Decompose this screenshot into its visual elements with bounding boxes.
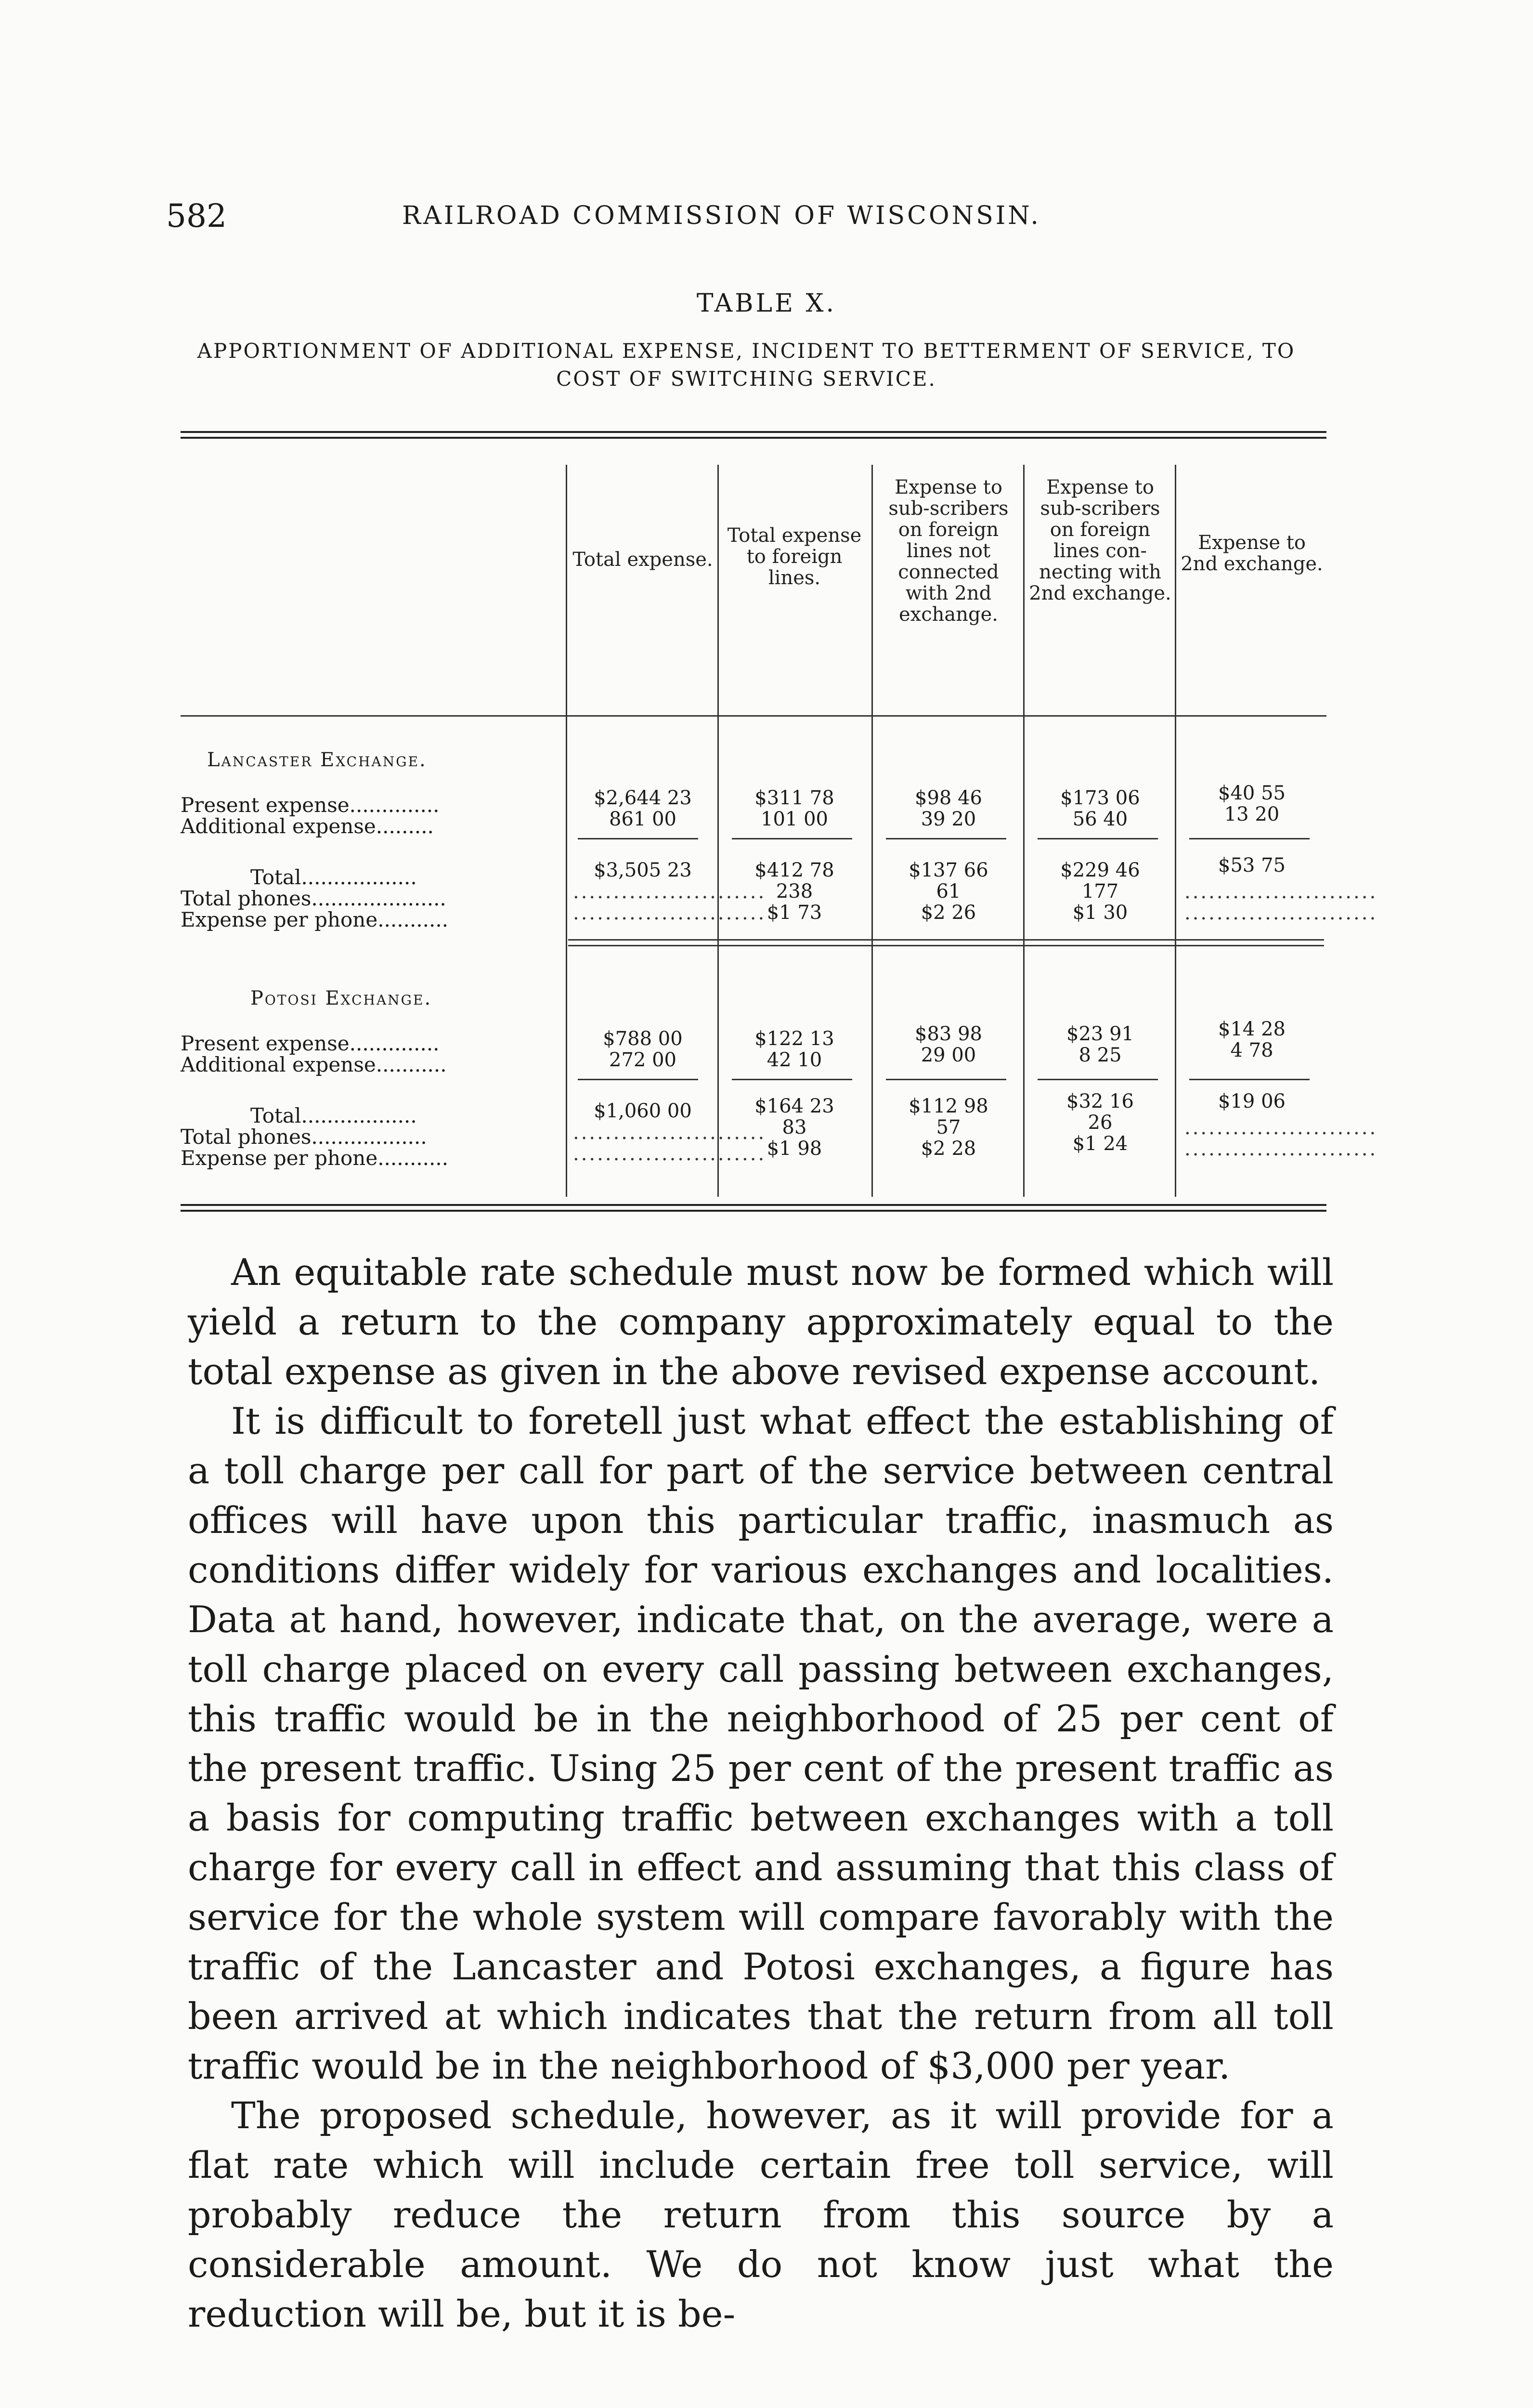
table-cell: $3,505 23 <box>594 859 692 881</box>
table-cell: 272 00 <box>609 1049 676 1071</box>
row-label: Total.................. <box>250 865 417 889</box>
paragraph: The proposed schedule, however, as it will provide for a flat rate which will include certain free toll service, will probably reduce the return from this source by a considerable amount. We do not know just what the reduction will be, but it is be- <box>188 2094 1334 2335</box>
table-cell: 56 40 <box>1072 808 1128 830</box>
table-cell: $788 00 <box>603 1028 683 1050</box>
table-cell: $32 16 <box>1066 1090 1134 1112</box>
table-cell: $137 66 <box>909 859 988 881</box>
empty-cell-dots: ........................ <box>573 1143 766 1165</box>
table-cell: $98 46 <box>915 787 982 809</box>
table-cell: $164 23 <box>754 1095 834 1117</box>
table-cell: 177 <box>1081 880 1119 903</box>
page-number: 582 <box>166 197 227 235</box>
table-cell: 861 00 <box>609 808 676 830</box>
table-cell: $122 13 <box>754 1028 834 1050</box>
header-separator <box>181 715 1326 717</box>
table-cell: 57 <box>936 1116 961 1139</box>
table-cell: $112 98 <box>909 1095 988 1117</box>
table-cell: $40 55 <box>1218 782 1286 804</box>
section-rule <box>568 939 1324 941</box>
column-divider <box>717 465 719 1197</box>
empty-cell-dots: ........................ <box>573 881 766 903</box>
table-top-rule-2 <box>181 437 1326 439</box>
sum-rule <box>1189 1079 1310 1080</box>
table-cell: $1 98 <box>766 1138 822 1160</box>
table-cell: 83 <box>782 1116 807 1139</box>
table-cell: $412 78 <box>754 859 834 881</box>
table-cell: $229 46 <box>1060 859 1140 881</box>
running-head-title: RAILROAD COMMISSION OF WISCONSIN. <box>402 201 1041 230</box>
table-cell: 26 <box>1088 1112 1113 1134</box>
table-cell: $1 24 <box>1072 1133 1128 1155</box>
table-cell: 61 <box>936 880 961 903</box>
sum-rule <box>578 1079 698 1080</box>
table-cell: 13 20 <box>1224 803 1280 825</box>
table-cell: $53 75 <box>1218 854 1286 877</box>
table-cell: $1,060 00 <box>594 1100 692 1122</box>
paragraph: It is difficult to foretell just what effect the establishing of a toll charge per call for part of the service between central offices will have upon this particular traffic, inasmuch as conditions differ widely for various exchanges and localities. Data at hand, however, indicate that, on the average, were a toll charge placed on every call passing between exchanges, this traffic would be in the neighborhood of 25 per cent of the present traffic. Using 25 per cent of the present traffic as a basis for computing traffic between exchanges with a toll charge for every call in effect and assuming that this class of service for the whole system will compare favorably with the traffic of the Lancaster and Potosi exchanges, a figure has been arrived at which indicates that the return from all toll traffic would be in the neighborhood of $3,000 per year. <box>188 1400 1334 2087</box>
table-cell: 238 <box>776 880 813 903</box>
empty-cell-dots: ........................ <box>1184 881 1378 903</box>
column-divider <box>566 465 567 1197</box>
row-label: Present expense.............. <box>181 793 440 817</box>
table-cell: $14 28 <box>1218 1018 1286 1040</box>
table-cell: $83 98 <box>915 1023 982 1045</box>
row-label: Total.................. <box>250 1104 417 1127</box>
column-divider <box>871 465 873 1197</box>
table-cell: $2 28 <box>921 1138 976 1160</box>
sum-rule <box>886 838 1006 839</box>
empty-cell-dots: ........................ <box>573 902 766 924</box>
sum-rule <box>1038 1079 1158 1080</box>
row-label: Additional expense........... <box>181 1053 447 1076</box>
sum-rule <box>1038 838 1158 839</box>
table-cell: 29 00 <box>921 1044 976 1066</box>
section-title-lancaster: Lancaster Exchange. <box>207 749 427 771</box>
sum-rule <box>1189 838 1310 839</box>
column-divider <box>1175 465 1176 1197</box>
column-header-connecting: Expense to sub-scribers on foreign lines con-necting with 2nd exchange. <box>1029 476 1171 604</box>
column-header-second-exchange: Expense to 2nd exchange. <box>1181 532 1323 575</box>
table-bottom-rule-2 <box>181 1210 1326 1212</box>
table-cell: $19 06 <box>1218 1090 1286 1112</box>
running-header <box>166 197 1341 241</box>
section-rule <box>568 945 1324 946</box>
table-caption: APPORTIONMENT OF ADDITIONAL EXPENSE, INCIDENT TO BETTERMENT OF SERVICE, TO COST OF SWITCHING SERVICE. <box>197 339 1296 391</box>
table-cell: 4 78 <box>1230 1039 1273 1061</box>
column-header-not-connected: Expense to sub-scribers on foreign lines not connected with 2nd exchange. <box>888 476 1009 626</box>
table-cell: $1 30 <box>1072 902 1128 924</box>
row-label: Expense per phone........... <box>181 908 449 931</box>
empty-cell-dots: ........................ <box>1184 1117 1378 1139</box>
body-text <box>188 1247 1334 2339</box>
table-cell: 42 10 <box>766 1049 822 1071</box>
table-cell: $1 73 <box>766 902 822 924</box>
row-label: Expense per phone........... <box>181 1146 449 1170</box>
table-cell: $2 26 <box>921 902 976 924</box>
row-label: Present expense.............. <box>181 1032 440 1055</box>
table-cell: 8 25 <box>1078 1044 1122 1066</box>
empty-cell-dots: ........................ <box>1184 902 1378 924</box>
column-header-total-expense: Total expense. <box>572 549 713 571</box>
empty-cell-dots: ........................ <box>573 1122 766 1144</box>
table-bottom-rule <box>181 1204 1326 1206</box>
table-cell: $23 91 <box>1066 1023 1134 1045</box>
row-label: Additional expense......... <box>181 814 434 838</box>
table-cell: $311 78 <box>754 787 834 809</box>
sum-rule <box>578 838 698 839</box>
table-cell: 39 20 <box>921 808 976 830</box>
paragraph: An equitable rate schedule must now be formed which will yield a return to the company approximately equal to the total expense as given in the above revised expense account. <box>188 1251 1334 1393</box>
empty-cell-dots: ........................ <box>1184 1138 1378 1160</box>
section-title-potosi: Potosi Exchange. <box>250 987 432 1009</box>
row-label: Total phones..................... <box>181 887 446 910</box>
table-cell: $173 06 <box>1060 787 1140 809</box>
sum-rule <box>732 1079 852 1080</box>
table-top-rule <box>181 431 1326 433</box>
table-label: TABLE X. <box>696 289 837 318</box>
column-divider <box>1023 465 1025 1197</box>
row-label: Total phones.................. <box>181 1125 427 1149</box>
sum-rule <box>732 838 852 839</box>
table-cell: 101 00 <box>761 808 828 830</box>
table-cell: $2,644 23 <box>594 787 692 809</box>
sum-rule <box>886 1079 1006 1080</box>
column-header-foreign-lines: Total expense to foreign lines. <box>727 524 862 589</box>
